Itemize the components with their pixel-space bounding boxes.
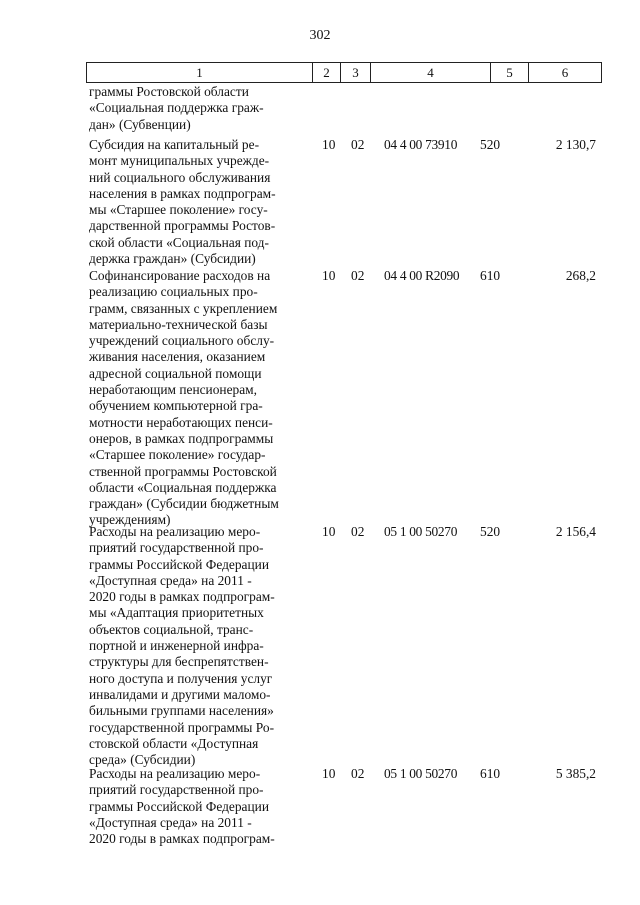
row-subsection: 02 <box>351 766 365 781</box>
header-col-1: 1 <box>87 63 313 82</box>
header-col-4: 4 <box>371 63 491 82</box>
row-description: Расходы на реализацию меро- приятий государственной про- граммы Российской Федерации «Доступная среда» на 2011 - 2020 годы в рамках подпрограм- <box>89 766 275 847</box>
row-expense-type: 520 <box>480 524 501 539</box>
row-amount: 268,2 <box>565 268 596 283</box>
row-target-code: 04 4 00 R2090 <box>384 268 460 283</box>
row-description: граммы Ростовской области «Социальная поддержка граж- дан» (Субвенции) <box>89 84 264 132</box>
row-expense-type: 610 <box>480 766 501 781</box>
row-description: Расходы на реализацию меро- приятий государственной про- граммы Российской Федерации «Доступная среда» на 2011 - 2020 годы в рамках подпрограм- мы «Адаптация приоритетных объектов социальной, транс- портной и инженерной инфра- структуры для беспрепятствен- ного доступа и получения услуг инвалидами и другими маломо- бильными группами населения» государственной программы Ро- стовской области «Доступная среда» (Субсидии) <box>89 524 275 768</box>
row-amount: 2 156,4 <box>555 524 596 539</box>
row-section: 10 <box>322 137 336 152</box>
row-description: Софинансирование расходов на реализацию социальных про- грамм, связанных с укреплением материально-технической базы учреждений социального обслу- живания населения, оказанием адресной социальной помощи неработающим пенсионерам, обучением компьютерной гра- мотности неработающих пенси- онеров, в рамках подпрограммы «Старшее поколение» государ- ственной программы Ростовской области «Социальная поддержка граждан» (Субсидии бюджетным учреждениям) <box>89 268 279 528</box>
row-subsection: 02 <box>351 524 365 539</box>
page-number: 302 <box>309 28 331 43</box>
row-section: 10 <box>322 268 336 283</box>
row-target-code: 04 4 00 73910 <box>384 137 458 152</box>
row-section: 10 <box>322 524 336 539</box>
row-target-code: 05 1 00 50270 <box>384 524 458 539</box>
row-amount: 5 385,2 <box>555 766 596 781</box>
row-expense-type: 520 <box>480 137 501 152</box>
row-subsection: 02 <box>351 268 365 283</box>
header-col-5: 5 <box>491 63 529 82</box>
row-section: 10 <box>322 766 336 781</box>
row-expense-type: 610 <box>480 268 501 283</box>
row-amount: 2 130,7 <box>555 137 596 152</box>
header-col-2: 2 <box>313 63 341 82</box>
header-col-6: 6 <box>561 65 569 80</box>
row-target-code: 05 1 00 50270 <box>384 766 458 781</box>
row-description: Субсидия на капитальный ре- монт муниципальных учрежде- ний социального обслуживания населения в рамках подпрограм- мы «Старшее поколение» госу- дарственной программы Ростов- ской области «Социальная под- держка граждан» (Субсидии) <box>89 137 276 267</box>
row-subsection: 02 <box>351 137 365 152</box>
header-col-3: 3 <box>341 63 371 82</box>
table-header <box>86 62 602 83</box>
